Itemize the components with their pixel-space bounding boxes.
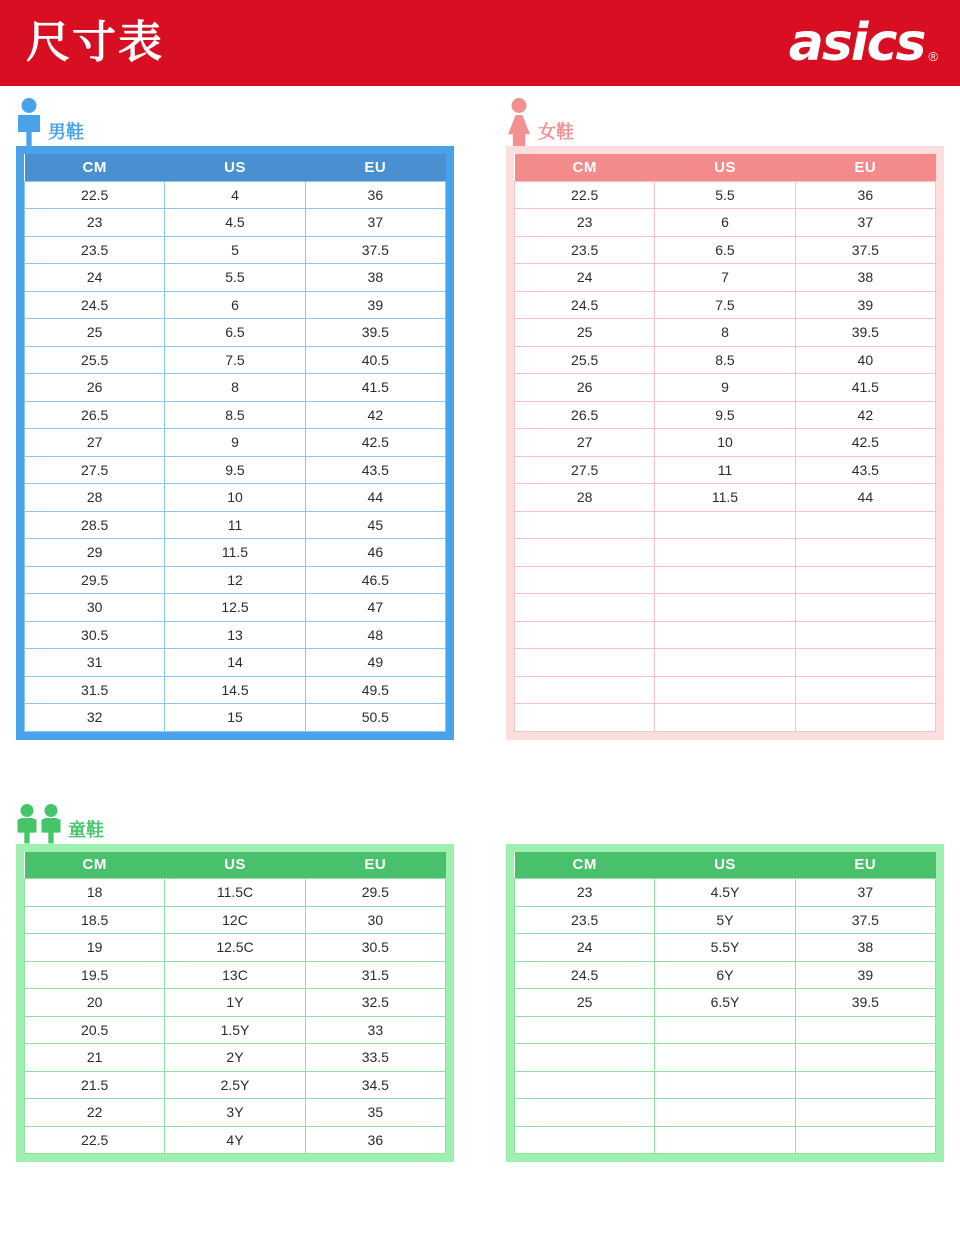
table-row — [25, 401, 446, 429]
table-row — [25, 319, 446, 347]
table-row — [25, 594, 446, 622]
table-cell: 28.5 — [25, 511, 165, 539]
table-cell: 29 — [25, 539, 165, 567]
table-row — [25, 236, 446, 264]
table-cell: 38 — [305, 264, 445, 292]
table-row — [25, 649, 446, 677]
table-cell: 26.5 — [515, 401, 655, 429]
table-cell — [655, 1099, 795, 1127]
table-row — [25, 484, 446, 512]
table-cell — [655, 621, 795, 649]
table-cell: 32 — [25, 704, 165, 732]
table-row — [515, 1044, 936, 1072]
table-row — [25, 1099, 446, 1127]
table-cell: 9.5 — [165, 456, 305, 484]
men-header-row — [25, 154, 446, 181]
table-cell: 25 — [515, 319, 655, 347]
table-row — [515, 429, 936, 457]
table-cell: 39.5 — [795, 319, 935, 347]
table-cell — [515, 1044, 655, 1072]
table-cell: 43.5 — [305, 456, 445, 484]
table-cell — [655, 511, 795, 539]
table-row — [25, 676, 446, 704]
table-row — [25, 181, 446, 209]
table-cell — [515, 649, 655, 677]
table-row — [515, 704, 936, 732]
table-cell: 13 — [165, 621, 305, 649]
table-cell: 27 — [515, 429, 655, 457]
table-row — [515, 1071, 936, 1099]
women-header-row — [515, 154, 936, 181]
table-cell: 30.5 — [25, 621, 165, 649]
table-cell: 38 — [795, 264, 935, 292]
table-cell: 39 — [795, 961, 935, 989]
top-section-headings — [0, 86, 960, 146]
table-cell: 7.5 — [655, 291, 795, 319]
table-cell — [655, 649, 795, 677]
kids-person-icon — [16, 804, 62, 844]
table-cell: 27.5 — [515, 456, 655, 484]
table-cell: 43.5 — [795, 456, 935, 484]
table-cell: 15 — [165, 704, 305, 732]
kids-label: 童鞋 — [68, 819, 104, 840]
table-cell: 38 — [795, 934, 935, 962]
table-cell: 30 — [25, 594, 165, 622]
table-cell: 41.5 — [795, 374, 935, 402]
table-cell: 40.5 — [305, 346, 445, 374]
table-cell: 1.5Y — [165, 1016, 305, 1044]
table-row — [25, 264, 446, 292]
table-cell: 24 — [515, 264, 655, 292]
table-row — [515, 484, 936, 512]
table-cell: 9 — [655, 374, 795, 402]
table-cell: 7.5 — [165, 346, 305, 374]
kids-left-column-header-eu: EU — [305, 852, 445, 879]
table-cell: 47 — [305, 594, 445, 622]
table-cell — [655, 676, 795, 704]
table-row — [515, 401, 936, 429]
table-cell: 9.5 — [655, 401, 795, 429]
table-cell: 25 — [25, 319, 165, 347]
table-cell: 12C — [165, 906, 305, 934]
table-cell: 6.5 — [655, 236, 795, 264]
table-cell: 26.5 — [25, 401, 165, 429]
kids-heading — [16, 784, 454, 844]
table-cell — [655, 539, 795, 567]
table-cell — [655, 1044, 795, 1072]
table-row — [25, 511, 446, 539]
table-cell: 6 — [165, 291, 305, 319]
table-cell — [515, 1016, 655, 1044]
table-row — [515, 456, 936, 484]
table-row — [25, 1044, 446, 1072]
table-row — [515, 1016, 936, 1044]
table-row — [515, 906, 936, 934]
table-row — [25, 906, 446, 934]
table-cell — [515, 676, 655, 704]
table-cell — [655, 1126, 795, 1154]
kids-left-column-header-us: US — [165, 852, 305, 879]
table-row — [515, 511, 936, 539]
table-row — [515, 934, 936, 962]
table-cell: 6.5 — [165, 319, 305, 347]
table-cell — [795, 539, 935, 567]
table-cell: 46.5 — [305, 566, 445, 594]
table-cell: 26 — [515, 374, 655, 402]
table-row — [25, 1016, 446, 1044]
table-row — [515, 319, 936, 347]
table-cell: 5.5 — [165, 264, 305, 292]
men-column-header-eu: EU — [305, 154, 445, 181]
table-row — [515, 879, 936, 907]
table-row — [515, 264, 936, 292]
table-cell: 31.5 — [305, 961, 445, 989]
table-cell: 12.5 — [165, 594, 305, 622]
table-cell: 5Y — [655, 906, 795, 934]
table-cell: 29.5 — [25, 566, 165, 594]
table-cell — [795, 621, 935, 649]
table-row — [25, 1126, 446, 1154]
table-cell: 8 — [655, 319, 795, 347]
table-row — [25, 934, 446, 962]
table-cell: 24 — [515, 934, 655, 962]
table-cell — [795, 1071, 935, 1099]
table-cell: 39 — [795, 291, 935, 319]
table-cell — [515, 511, 655, 539]
table-cell: 37.5 — [795, 906, 935, 934]
kids-right-column-header-us: US — [655, 852, 795, 879]
table-cell: 25.5 — [515, 346, 655, 374]
table-cell: 23.5 — [25, 236, 165, 264]
table-cell: 50.5 — [305, 704, 445, 732]
table-cell — [795, 594, 935, 622]
table-cell — [515, 621, 655, 649]
table-cell: 28 — [515, 484, 655, 512]
table-row — [25, 209, 446, 237]
table-cell: 13C — [165, 961, 305, 989]
table-cell: 25.5 — [25, 346, 165, 374]
table-cell: 5.5 — [655, 181, 795, 209]
table-cell — [515, 566, 655, 594]
table-cell: 14.5 — [165, 676, 305, 704]
table-cell — [655, 704, 795, 732]
table-cell — [795, 704, 935, 732]
table-cell: 37.5 — [795, 236, 935, 264]
table-cell: 24 — [25, 264, 165, 292]
table-cell: 34.5 — [305, 1071, 445, 1099]
kids-right-column-header-eu: EU — [795, 852, 935, 879]
table-cell — [655, 1071, 795, 1099]
table-row — [515, 1126, 936, 1154]
table-row — [25, 961, 446, 989]
table-cell: 6Y — [655, 961, 795, 989]
table-cell: 10 — [165, 484, 305, 512]
table-cell: 23.5 — [515, 906, 655, 934]
kids-right-column-header-cm: CM — [515, 852, 655, 879]
women-size-table — [514, 154, 936, 732]
table-cell — [795, 1126, 935, 1154]
table-cell: 28 — [25, 484, 165, 512]
asics-wordmark: asics — [788, 13, 925, 73]
table-cell: 33 — [305, 1016, 445, 1044]
table-cell — [655, 566, 795, 594]
men-size-panel — [16, 146, 454, 740]
table-cell: 20.5 — [25, 1016, 165, 1044]
table-cell: 39.5 — [305, 319, 445, 347]
table-cell: 37.5 — [305, 236, 445, 264]
table-cell: 11.5 — [655, 484, 795, 512]
table-cell: 31 — [25, 649, 165, 677]
table-cell: 25 — [515, 989, 655, 1017]
women-size-panel — [506, 146, 944, 740]
page-header — [0, 0, 960, 86]
page-title: 尺寸表 — [26, 18, 164, 67]
kid-person-icon-1 — [16, 804, 38, 844]
men-label: 男鞋 — [48, 122, 84, 142]
table-row — [515, 181, 936, 209]
men-heading — [16, 86, 454, 146]
table-row — [515, 374, 936, 402]
table-row — [515, 566, 936, 594]
table-row — [25, 704, 446, 732]
table-cell: 4Y — [165, 1126, 305, 1154]
brand-logo — [788, 13, 938, 73]
table-cell: 39.5 — [795, 989, 935, 1017]
table-cell: 14 — [165, 649, 305, 677]
kids-left-column-header-cm: CM — [25, 852, 165, 879]
table-cell: 39 — [305, 291, 445, 319]
table-cell — [795, 1016, 935, 1044]
table-cell — [515, 1071, 655, 1099]
women-heading — [506, 86, 944, 146]
table-cell — [795, 566, 935, 594]
table-cell: 18 — [25, 879, 165, 907]
table-cell — [655, 1016, 795, 1044]
table-cell: 19 — [25, 934, 165, 962]
table-row — [25, 291, 446, 319]
table-row — [515, 1099, 936, 1127]
table-row — [515, 676, 936, 704]
women-column-header-cm: CM — [515, 154, 655, 181]
table-cell: 32.5 — [305, 989, 445, 1017]
table-cell: 23 — [515, 209, 655, 237]
kids-size-panel-left — [16, 844, 454, 1163]
table-cell — [515, 594, 655, 622]
table-cell: 4.5Y — [655, 879, 795, 907]
table-cell: 27.5 — [25, 456, 165, 484]
kids-section-heading — [0, 784, 960, 844]
kids-size-table-left — [24, 852, 446, 1155]
table-cell: 33.5 — [305, 1044, 445, 1072]
table-cell: 36 — [305, 1126, 445, 1154]
table-cell — [795, 511, 935, 539]
table-cell: 4.5 — [165, 209, 305, 237]
table-cell: 24.5 — [25, 291, 165, 319]
table-cell: 35 — [305, 1099, 445, 1127]
table-row — [25, 346, 446, 374]
table-row — [515, 209, 936, 237]
table-cell: 2Y — [165, 1044, 305, 1072]
table-cell: 31.5 — [25, 676, 165, 704]
table-cell: 24.5 — [515, 961, 655, 989]
table-cell — [795, 676, 935, 704]
table-row — [25, 429, 446, 457]
table-cell: 21.5 — [25, 1071, 165, 1099]
kids-left-header-row — [25, 852, 446, 879]
table-cell: 30 — [305, 906, 445, 934]
table-cell: 18.5 — [25, 906, 165, 934]
table-cell — [515, 539, 655, 567]
male-person-icon — [16, 98, 42, 146]
table-cell: 46 — [305, 539, 445, 567]
table-cell: 42.5 — [795, 429, 935, 457]
table-cell: 21 — [25, 1044, 165, 1072]
table-row — [25, 456, 446, 484]
table-cell: 42 — [795, 401, 935, 429]
table-cell: 37 — [795, 879, 935, 907]
registered-mark-icon: ® — [928, 49, 938, 64]
table-cell: 40 — [795, 346, 935, 374]
table-cell: 49 — [305, 649, 445, 677]
table-row — [25, 374, 446, 402]
table-row — [25, 566, 446, 594]
table-row — [515, 346, 936, 374]
table-cell: 19.5 — [25, 961, 165, 989]
table-cell — [795, 649, 935, 677]
table-cell: 36 — [795, 181, 935, 209]
table-cell: 48 — [305, 621, 445, 649]
female-person-icon — [506, 98, 532, 146]
table-cell — [795, 1099, 935, 1127]
table-cell: 11 — [655, 456, 795, 484]
table-cell: 2.5Y — [165, 1071, 305, 1099]
table-cell: 23.5 — [515, 236, 655, 264]
table-cell — [515, 1099, 655, 1127]
table-cell: 4 — [165, 181, 305, 209]
table-row — [25, 621, 446, 649]
table-cell: 41.5 — [305, 374, 445, 402]
kids-size-table-right — [514, 852, 936, 1155]
table-cell: 30.5 — [305, 934, 445, 962]
table-row — [515, 961, 936, 989]
table-cell: 8.5 — [655, 346, 795, 374]
men-column-header-us: US — [165, 154, 305, 181]
table-cell: 20 — [25, 989, 165, 1017]
table-cell: 23 — [515, 879, 655, 907]
table-cell: 42.5 — [305, 429, 445, 457]
table-cell: 37 — [795, 209, 935, 237]
table-row — [515, 236, 936, 264]
table-cell: 8 — [165, 374, 305, 402]
table-cell: 12.5C — [165, 934, 305, 962]
table-cell: 29.5 — [305, 879, 445, 907]
kid-person-icon-2 — [40, 804, 62, 844]
table-cell: 5.5Y — [655, 934, 795, 962]
table-cell — [795, 1044, 935, 1072]
table-cell: 36 — [305, 181, 445, 209]
table-row — [515, 539, 936, 567]
table-cell: 22.5 — [25, 181, 165, 209]
table-cell: 9 — [165, 429, 305, 457]
table-row — [25, 539, 446, 567]
table-cell: 8.5 — [165, 401, 305, 429]
table-cell: 49.5 — [305, 676, 445, 704]
men-column-header-cm: CM — [25, 154, 165, 181]
kids-heading-spacer — [506, 784, 944, 844]
women-label: 女鞋 — [538, 122, 574, 142]
table-cell: 22.5 — [515, 181, 655, 209]
kids-right-header-row — [515, 852, 936, 879]
table-cell — [515, 1126, 655, 1154]
table-cell: 42 — [305, 401, 445, 429]
table-cell: 11.5C — [165, 879, 305, 907]
table-cell: 5 — [165, 236, 305, 264]
table-cell: 44 — [795, 484, 935, 512]
table-cell — [515, 704, 655, 732]
table-row — [515, 621, 936, 649]
table-row — [515, 989, 936, 1017]
table-row — [25, 989, 446, 1017]
table-cell: 10 — [655, 429, 795, 457]
women-column-header-us: US — [655, 154, 795, 181]
table-cell: 22 — [25, 1099, 165, 1127]
table-row — [515, 594, 936, 622]
kids-size-panel-right — [506, 844, 944, 1163]
table-cell: 7 — [655, 264, 795, 292]
table-cell: 44 — [305, 484, 445, 512]
table-cell: 6 — [655, 209, 795, 237]
table-cell: 12 — [165, 566, 305, 594]
men-size-table — [24, 154, 446, 732]
table-cell: 11.5 — [165, 539, 305, 567]
table-cell — [655, 594, 795, 622]
table-cell: 27 — [25, 429, 165, 457]
table-cell: 1Y — [165, 989, 305, 1017]
table-cell: 3Y — [165, 1099, 305, 1127]
top-tables-row — [0, 146, 960, 740]
table-cell: 26 — [25, 374, 165, 402]
table-row — [25, 1071, 446, 1099]
table-row — [515, 649, 936, 677]
women-column-header-eu: EU — [795, 154, 935, 181]
table-cell: 6.5Y — [655, 989, 795, 1017]
table-cell: 23 — [25, 209, 165, 237]
table-cell: 22.5 — [25, 1126, 165, 1154]
table-row — [515, 291, 936, 319]
table-row — [25, 879, 446, 907]
table-cell: 45 — [305, 511, 445, 539]
table-cell: 11 — [165, 511, 305, 539]
table-cell: 24.5 — [515, 291, 655, 319]
kids-tables-row — [0, 844, 960, 1163]
table-cell: 37 — [305, 209, 445, 237]
